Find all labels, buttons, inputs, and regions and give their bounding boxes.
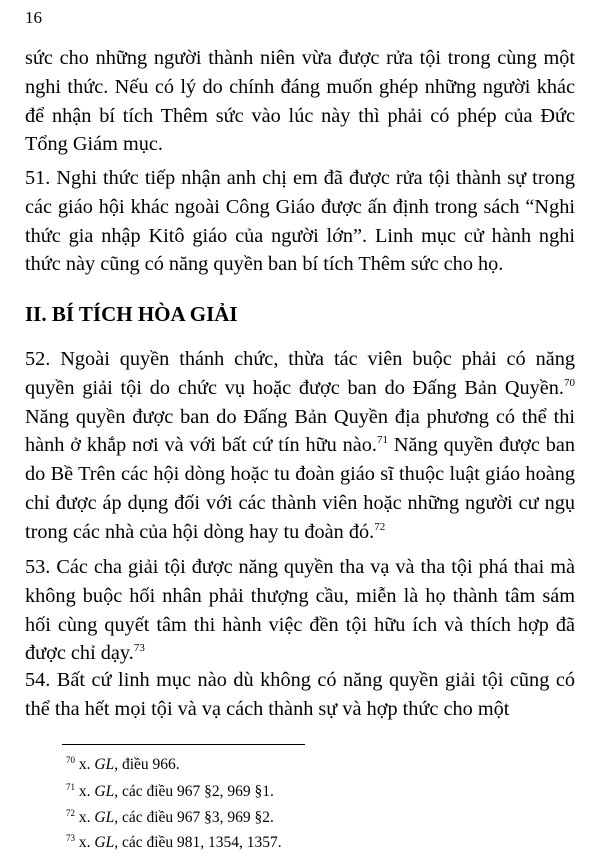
footnote-number: 70 — [66, 754, 75, 765]
footnote-prefix: x. — [75, 756, 95, 773]
footnote-71 — [66, 783, 274, 801]
paragraph-52-part-c: Năng quyền được ban do Bề Trên các hội dòng hoặc tu đoàn giáo sĩ thuộc luật giáo hoàng chỉ được áp dụng đối với các thành viên hoặc những người cư ngụ trong các nhà của hội dòng hay tu đoàn đó. — [25, 434, 576, 543]
footnote-abbr: GL — [94, 809, 115, 826]
footnote-ref-73: 73 — [133, 642, 145, 655]
footnote-prefix: x. — [75, 809, 95, 826]
footnote-text: , các điều 967 §3, 969 §2. — [114, 809, 274, 826]
footnote-ref-72: 72 — [374, 521, 386, 534]
paragraph-52 — [25, 345, 575, 547]
footnote-prefix: x. — [75, 783, 95, 800]
paragraph-52-part-a: 52. Ngoài quyền thánh chức, thừa tác viên buộc phải có năng quyền giải tội do chức vụ hoặc được ban do Đấng Bản Quyền. — [25, 348, 575, 399]
page-number: 16 — [25, 8, 42, 27]
footnote-number: 72 — [66, 807, 75, 818]
footnote-text: , các điều 981, 1354, 1357. — [114, 834, 282, 851]
paragraph-53-text: 53. Các cha giải tội được năng quyền tha vạ và tha tội phá thai mà không buộc hối nhân phải thượng cầu, miễn là họ thành tâm sám hối cùng quyết tâm thi hành việc đền tội hữu ích và thích hợp đã được chỉ dạy. — [25, 556, 575, 665]
paragraph-52-part-b: Năng quyền được ban do Đấng Bản Quyền địa phương có thể thi hành ở khắp nơi và với bất cứ tín hữu nào. — [25, 405, 575, 457]
footnote-70 — [66, 756, 180, 774]
footnote-73 — [66, 834, 282, 852]
footnote-abbr: GL — [94, 783, 115, 800]
footnote-text: , điều 966. — [114, 756, 180, 773]
footnote-ref-70: 70 — [564, 377, 575, 390]
footnote-text: , các điều 967 §2, 969 §1. — [114, 783, 274, 800]
paragraph-51: 51. Nghi thức tiếp nhận anh chị em đã được rửa tội thành sự trong các giáo hội khác ngoài Công Giáo được ấn định trong sách “Nghi thức gia nhập Kitô giáo của người lớn”. Linh mục cử hành nghi thức này cũng có năng quyền ban bí tích Thêm sức cho họ. — [25, 167, 575, 276]
paragraph-53 — [25, 553, 575, 668]
paragraph-54: 54. Bất cứ linh mục nào dù không có năng quyền giải tội cũng có thể tha hết mọi tội và vạ cách thành sự và hợp thức cho một — [25, 669, 575, 720]
footnote-prefix: x. — [75, 834, 95, 851]
footnote-72 — [66, 809, 274, 827]
footnote-divider — [62, 744, 305, 745]
footnote-abbr: GL — [94, 756, 115, 773]
footnote-ref-71: 71 — [376, 434, 388, 447]
footnote-number: 73 — [66, 832, 75, 843]
paragraph-continuation: sức cho những người thành niên vừa được rửa tội trong cùng một nghi thức. Nếu có lý do chính đáng muốn ghép những người khác để nhận bí tích Thêm sức vào lúc này thì phải có phép của Đức Tổng Giám mục. — [25, 47, 575, 156]
footnote-abbr: GL — [94, 834, 115, 851]
section-heading: II. BÍ TÍCH HÒA GIẢI — [25, 302, 238, 326]
footnote-number: 71 — [66, 781, 75, 792]
